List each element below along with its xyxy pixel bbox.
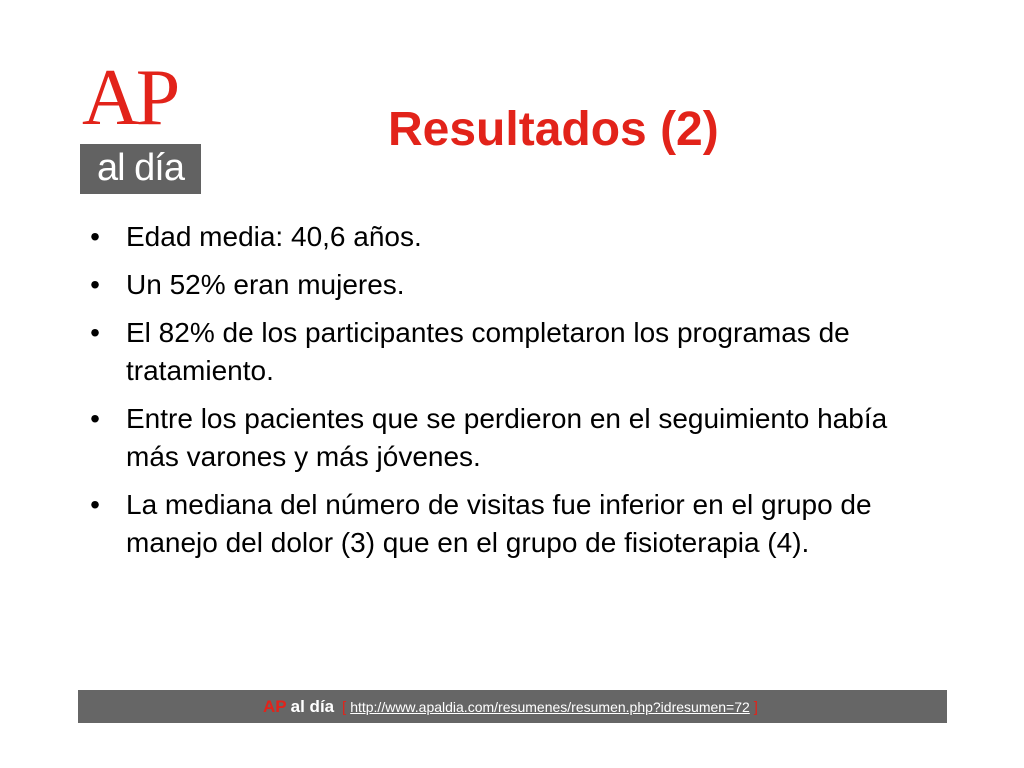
logo-ap-text: AP <box>82 54 177 142</box>
footer-bracket-open: [ <box>342 699 347 716</box>
footer-brand-ap: AP <box>263 697 287 716</box>
bullet-item <box>85 218 915 256</box>
bullet-icon: • <box>90 317 100 348</box>
bullet-icon: • <box>90 269 100 300</box>
bullet-item <box>85 400 915 476</box>
footer-source-link[interactable]: http://www.apaldia.com/resumenes/resumen.php?idresumen=72 <box>350 699 750 715</box>
bullet-item <box>85 314 915 390</box>
ap-al-dia-logo <box>80 54 201 194</box>
footer-bar <box>78 690 947 723</box>
logo-aldia-band: al día <box>80 144 201 194</box>
bullet-icon: • <box>90 221 100 252</box>
slide-title: Resultados (2) <box>388 103 719 156</box>
bullet-item <box>85 266 915 304</box>
bullet-text: Edad media: 40,6 años. <box>126 221 422 252</box>
footer-bracket-close: ] <box>753 699 758 716</box>
bullet-icon: • <box>90 403 100 434</box>
bullet-text: Un 52% eran mujeres. <box>126 269 405 300</box>
bullet-text: Entre los pacientes que se perdieron en el seguimiento había más varones y más jóvenes. <box>126 403 888 472</box>
bullet-icon: • <box>90 489 100 520</box>
bullet-text: La mediana del número de visitas fue inferior en el grupo de manejo del dolor (3) que en el grupo de fisioterapia (4). <box>126 489 872 558</box>
bullet-item <box>85 486 915 562</box>
footer-brand-aldia: al día <box>290 697 335 716</box>
bullet-list <box>85 218 915 572</box>
bullet-text: El 82% de los participantes completaron los programas de tratamiento. <box>126 317 850 386</box>
